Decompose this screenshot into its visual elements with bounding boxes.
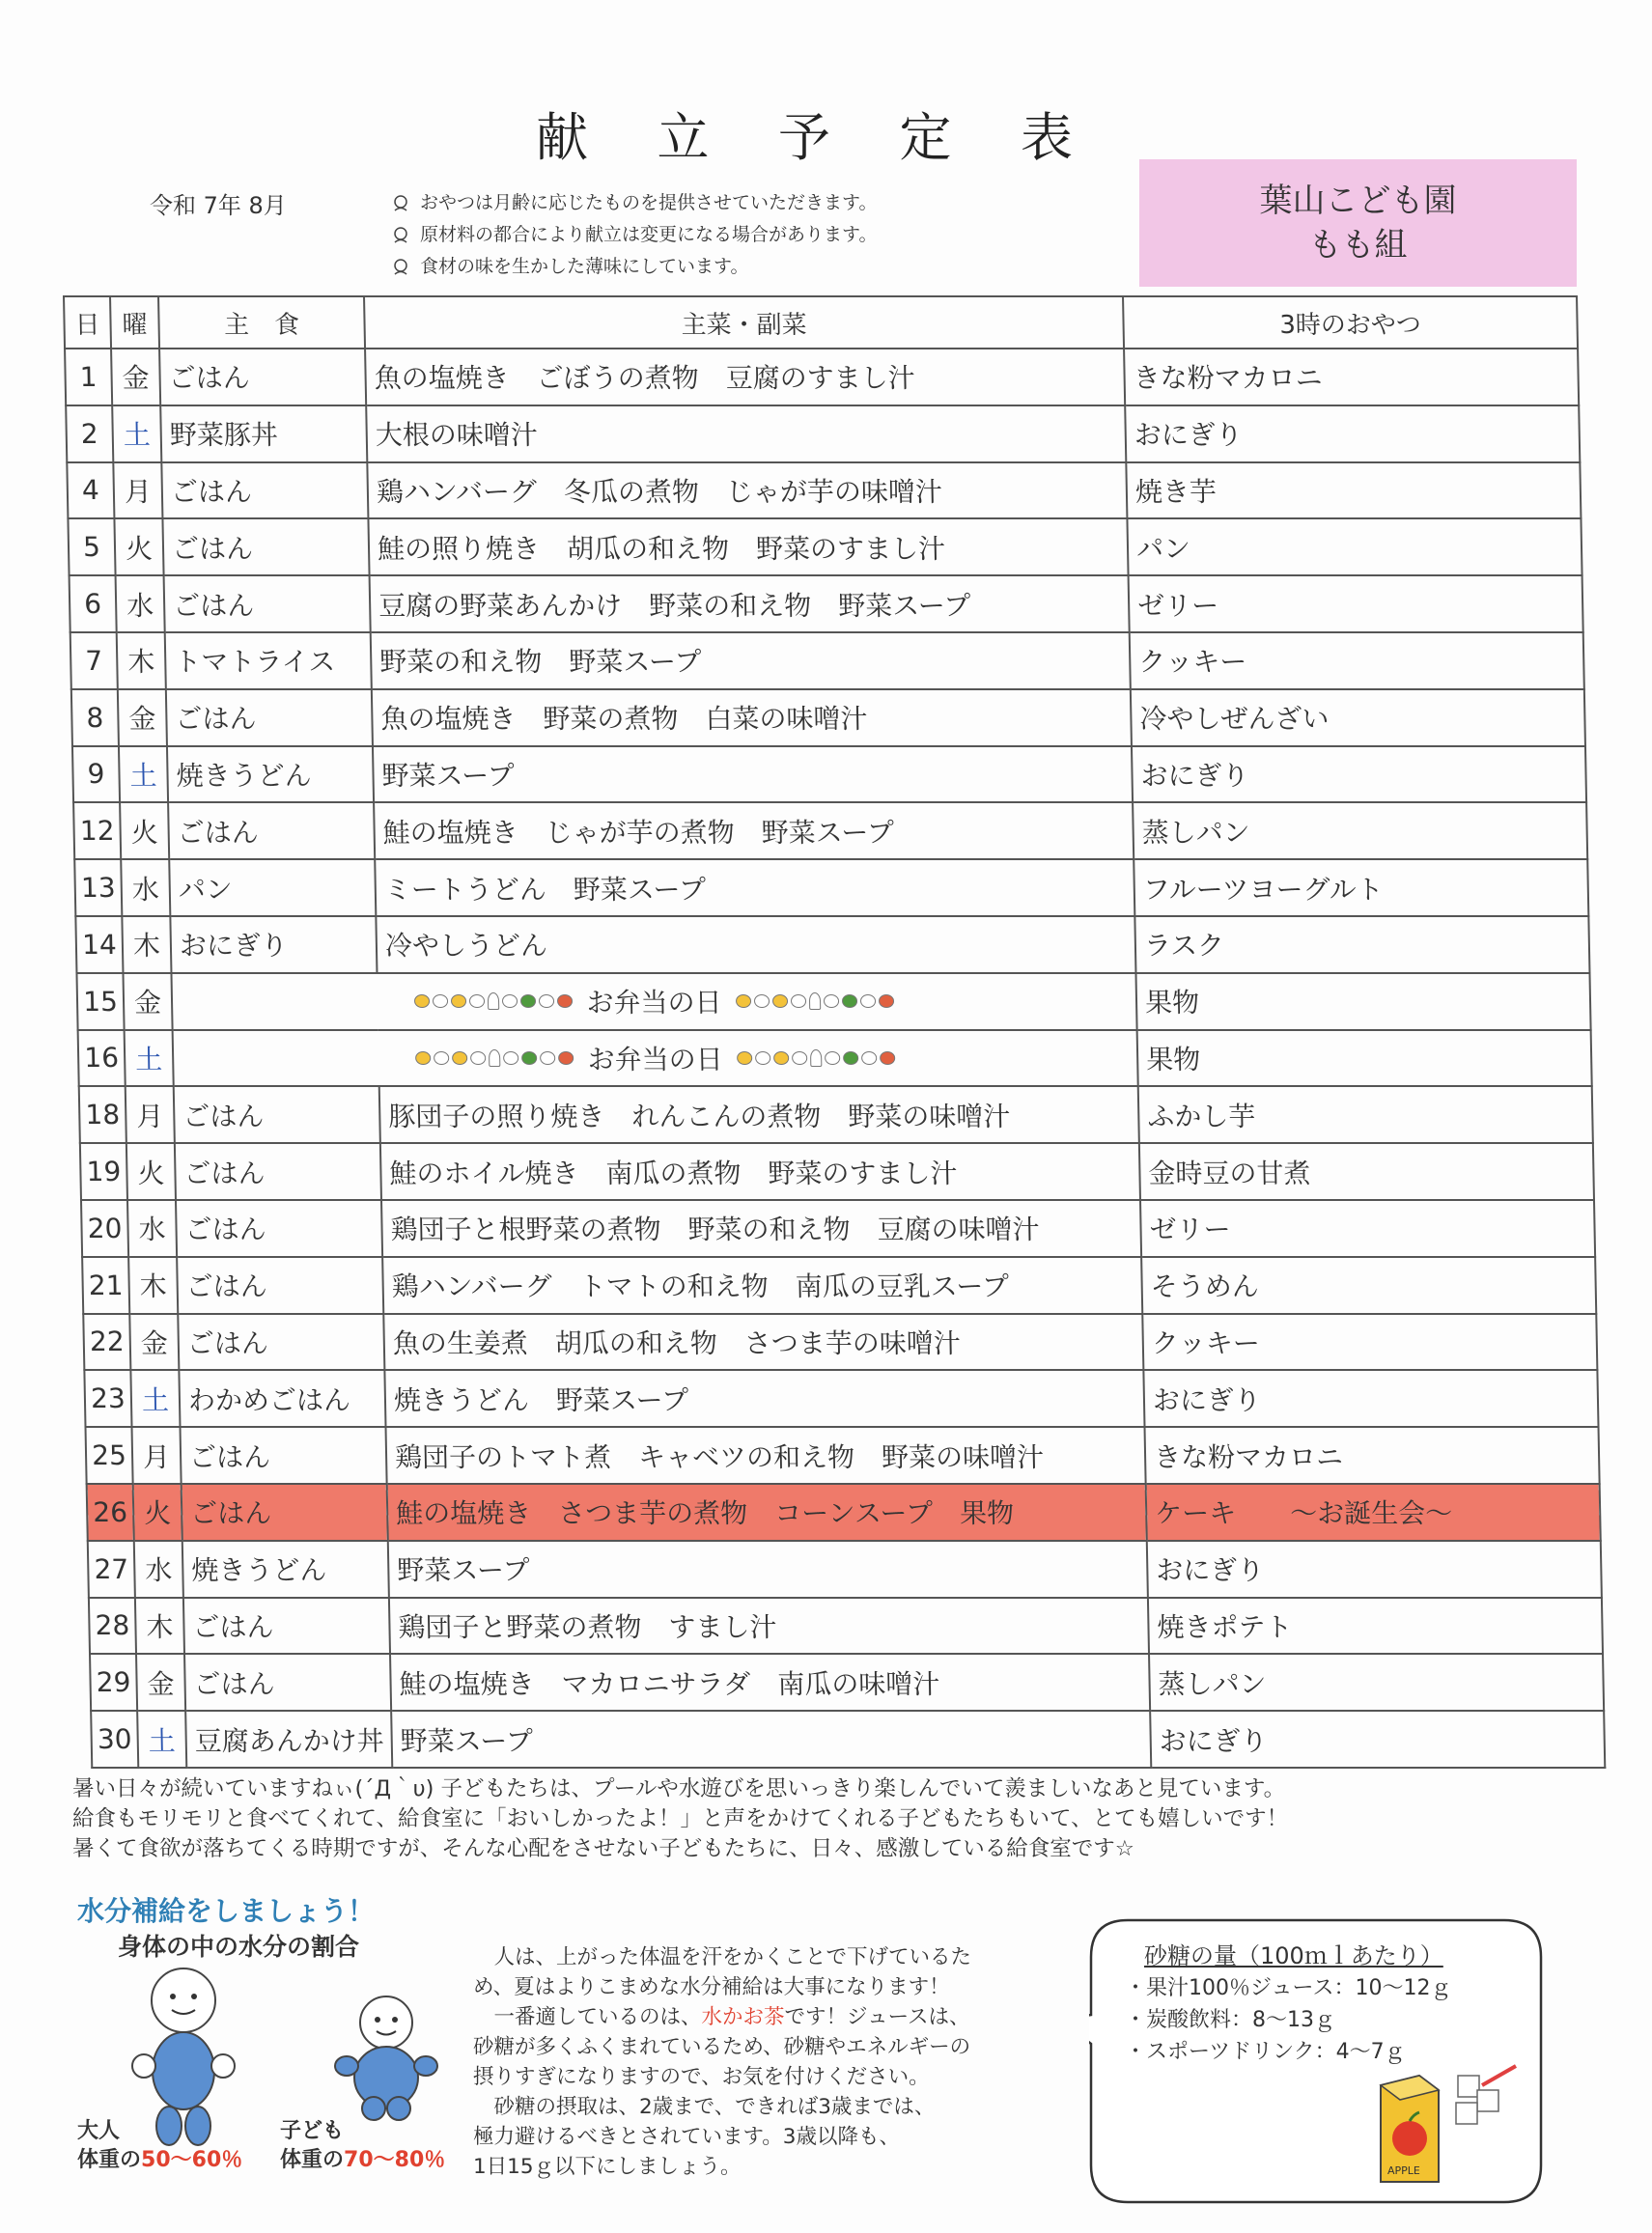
snack-cell: クッキー — [1130, 632, 1584, 689]
day-cell: 15 — [76, 973, 124, 1030]
food-icon — [520, 994, 536, 1008]
day-cell: 2 — [66, 405, 113, 462]
food-icon — [859, 994, 875, 1008]
explanation-line: 砂糖の摂取は、2歳まで、できれば3歳までは、 — [473, 2095, 936, 2119]
explanation-emphasis: 水かお茶 — [701, 2005, 785, 2029]
explanation-line: 人は、上がった体温を汗をかくことで下げているた — [473, 1945, 972, 1969]
note-text: 原材料の都合により献立は変更になる場合があります。 — [420, 224, 878, 245]
day-cell: 26 — [87, 1484, 134, 1541]
explanation-line — [473, 2002, 1043, 2032]
food-icon — [809, 1049, 821, 1067]
weekday-cell: 木 — [117, 632, 166, 689]
side-dishes-cell: 鶏団子と野菜の煮物 すまし汁 — [389, 1598, 1149, 1655]
child-ratio: 70～80％ — [344, 2148, 446, 2172]
snack-cell: おにぎり — [1150, 1711, 1605, 1768]
staple-cell: 野菜豚丼 — [160, 405, 367, 462]
bento-banner — [414, 982, 894, 1020]
food-icons — [735, 992, 893, 1010]
food-icon — [843, 1051, 858, 1065]
side-dishes-cell: 焼きうどん 野菜スープ — [384, 1370, 1144, 1427]
apple-juice-icon — [1361, 2056, 1526, 2191]
explanation-line: め、夏はよりこまめな水分補給は大事になります！ — [473, 1975, 950, 1999]
side-dishes-cell: 鮭の照り焼き 胡瓜の和え物 野菜のすまし汁 — [368, 518, 1128, 575]
snack-cell: ゼリー — [1140, 1200, 1595, 1257]
side-dishes-cell: 魚の生姜煮 胡瓜の和え物 さつま芋の味噌汁 — [383, 1314, 1143, 1371]
explanation-fragment: 一番適しているのは、 — [473, 2005, 702, 2029]
bento-day-cell — [173, 1030, 1138, 1087]
table-row — [84, 1370, 1598, 1427]
table-row — [66, 405, 1580, 462]
footer-line: 暑い日々が続いていますねぃ(´Д｀υ) 子どもたちは、プールや水遊びを思いっきり楽しんでいて羨ましいなあと見ています。 — [72, 1776, 1286, 1801]
food-icon — [755, 1051, 770, 1065]
staple-cell: ごはん — [174, 1086, 380, 1143]
menu-body — [65, 349, 1605, 1768]
snack-cell: 蒸しパン — [1133, 802, 1587, 859]
table-row — [76, 973, 1590, 1030]
table-row — [73, 802, 1587, 859]
bento-label: お弁当の日 — [587, 1043, 724, 1075]
staple-cell: ごはん — [175, 1143, 381, 1200]
weekday-cell: 金 — [118, 689, 167, 746]
food-icon — [841, 994, 856, 1008]
weekday-cell: 土 — [119, 746, 168, 803]
footer-line: 暑くて食欲が落ちてくる時期ですが、そんな心配をさせない子どもたちに、日々、感激している給食室です☆ — [72, 1836, 1134, 1861]
table-row — [87, 1484, 1601, 1541]
snack-cell: おにぎり — [1143, 1370, 1598, 1427]
staple-cell: ごはん — [183, 1598, 390, 1655]
bento-banner — [415, 1039, 895, 1077]
weekday-cell: 土 — [130, 1370, 180, 1427]
day-cell: 4 — [67, 462, 114, 519]
side-dishes-cell: 鶏団子と根野菜の煮物 野菜の和え物 豆腐の味噌汁 — [381, 1200, 1141, 1257]
day-cell: 9 — [72, 746, 120, 803]
sugar-info — [1125, 1940, 1451, 2068]
food-icon — [453, 1051, 468, 1065]
table-row — [82, 1257, 1596, 1314]
staple-cell: ごはん — [184, 1654, 391, 1711]
note-item — [391, 251, 877, 283]
snack-cell: おにぎり — [1125, 405, 1580, 462]
bento-label: お弁当の日 — [586, 987, 722, 1019]
snack-cell: おにぎり — [1147, 1541, 1602, 1598]
food-icon — [808, 992, 820, 1010]
staple-cell: ごはん — [177, 1257, 383, 1314]
bento-day-cell — [171, 973, 1136, 1030]
food-icons — [414, 992, 573, 1010]
food-icon — [451, 994, 466, 1008]
page-title — [536, 97, 1077, 171]
sugar-item: ・スポーツドリンク：4～7ｇ — [1125, 2040, 1406, 2064]
day-cell: 13 — [74, 859, 122, 916]
staple-cell: トマトライス — [165, 632, 372, 689]
food-icon — [825, 1051, 840, 1065]
staple-cell: ごはん — [161, 462, 368, 519]
weekday-cell: 土 — [112, 405, 161, 462]
header-day: 日 — [64, 296, 111, 349]
weekday-cell: 金 — [136, 1654, 185, 1711]
food-icon — [539, 994, 554, 1008]
hydration-explanation — [473, 1942, 1043, 2182]
explanation-line: 極力避けるべきとされています。3歳以降も、 — [473, 2125, 900, 2149]
food-icon — [878, 994, 893, 1008]
title-char: 予 — [778, 107, 834, 168]
table-row — [81, 1200, 1595, 1257]
weekday-cell: 火 — [120, 802, 169, 859]
weekday-cell: 木 — [122, 916, 171, 973]
day-cell: 14 — [75, 916, 123, 973]
weekday-cell: 水 — [127, 1200, 177, 1257]
header-main: 主 食 — [158, 296, 365, 349]
day-cell: 1 — [65, 349, 112, 405]
explanation-line: 1日15ｇ以下にしましょう。 — [473, 2155, 742, 2179]
explanation-fragment: です！ジュースは、 — [784, 2005, 970, 2029]
day-cell: 25 — [86, 1427, 133, 1484]
snack-cell: フルーツヨーグルト — [1134, 859, 1588, 916]
table-row — [70, 632, 1584, 689]
table-row — [75, 916, 1589, 973]
food-icon — [469, 994, 485, 1008]
note-item — [391, 187, 877, 219]
weekday-cell: 金 — [123, 973, 172, 1030]
side-dishes-cell: 鮭の塩焼き じゃが芋の煮物 野菜スープ — [374, 802, 1134, 859]
side-dishes-cell: 大根の味噌汁 — [366, 405, 1126, 462]
footer-message — [72, 1774, 1288, 1864]
side-dishes-cell: 鶏ハンバーグ トマトの和え物 南瓜の豆乳スープ — [382, 1257, 1142, 1314]
food-icon — [489, 1049, 500, 1067]
weekday-cell: 火 — [114, 518, 163, 575]
food-icon — [541, 1051, 556, 1065]
school-box — [1139, 159, 1577, 287]
day-cell: 28 — [89, 1598, 136, 1655]
child-ratio-prefix: 体重の — [280, 2148, 345, 2172]
snack-cell: 焼き芋 — [1126, 462, 1581, 519]
side-dishes-cell: 冷やしうどん — [376, 916, 1135, 973]
snack-cell: ケーキ ～お誕生会～ — [1146, 1484, 1601, 1541]
sugar-title: 砂糖の量（100ｍｌあたり） — [1144, 1942, 1443, 1969]
side-dishes-cell: 鶏ハンバーグ 冬瓜の煮物 じゃが芋の味噌汁 — [367, 462, 1127, 519]
staple-cell: 豆腐あんかけ丼 — [185, 1711, 392, 1768]
weekday-cell: 月 — [113, 462, 162, 519]
child-ratio-line — [280, 2146, 445, 2175]
snack-cell: おにぎり — [1132, 746, 1586, 803]
side-dishes-cell: 野菜の和え物 野菜スープ — [371, 632, 1131, 689]
food-icon — [559, 1051, 574, 1065]
title-char: 立 — [657, 107, 714, 168]
weekday-cell: 水 — [121, 859, 170, 916]
staple-cell: ごはん — [166, 689, 373, 746]
snack-cell: きな粉マカロニ — [1145, 1427, 1600, 1484]
day-cell: 23 — [84, 1370, 131, 1427]
staple-cell: ごはん — [164, 575, 371, 632]
side-dishes-cell: 野菜スープ — [388, 1541, 1148, 1598]
flower-icon — [391, 226, 410, 245]
table-row — [79, 1086, 1593, 1143]
note-text: おやつは月齢に応じたものを提供させていただきます。 — [420, 192, 878, 213]
weekday-cell: 火 — [133, 1484, 182, 1541]
staple-cell: ごはん — [159, 349, 366, 405]
snack-cell: ふかし芋 — [1138, 1086, 1593, 1143]
table-row — [90, 1654, 1604, 1711]
note-item — [391, 219, 877, 251]
table-row — [74, 859, 1588, 916]
food-icon — [880, 1051, 895, 1065]
weekday-cell: 木 — [128, 1257, 178, 1314]
food-icon — [771, 994, 787, 1008]
day-cell: 7 — [70, 632, 118, 689]
snack-cell: 冷やしぜんざい — [1131, 689, 1585, 746]
side-dishes-cell: 豆腐の野菜あんかけ 野菜の和え物 野菜スープ — [370, 575, 1130, 632]
food-icon — [861, 1051, 877, 1065]
snack-cell: ゼリー — [1129, 575, 1583, 632]
day-cell: 21 — [82, 1257, 129, 1314]
sugar-item: ・果汁100％ジュース：10～12ｇ — [1125, 1976, 1452, 2000]
table-row — [89, 1598, 1603, 1655]
weekday-cell: 木 — [135, 1598, 184, 1655]
day-cell: 22 — [83, 1314, 130, 1371]
side-dishes-cell: 野菜スープ — [391, 1711, 1151, 1768]
adult-ratio-prefix: 体重の — [77, 2148, 142, 2172]
food-icon — [433, 994, 448, 1008]
weekday-cell: 水 — [116, 575, 165, 632]
table-row — [65, 349, 1579, 405]
side-dishes-cell: ミートうどん 野菜スープ — [375, 859, 1134, 916]
table-row — [86, 1427, 1600, 1484]
side-dishes-cell: 鮭の塩焼き さつま芋の煮物 コーンスープ 果物 — [387, 1484, 1147, 1541]
flower-icon — [391, 194, 410, 213]
snack-cell: そうめん — [1141, 1257, 1596, 1314]
staple-cell: パン — [169, 859, 376, 916]
food-icon — [434, 1051, 450, 1065]
weekday-cell: 水 — [134, 1541, 183, 1598]
title-char: 献 — [536, 107, 592, 168]
day-cell: 8 — [71, 689, 119, 746]
apple-label: APPLE — [1387, 2164, 1420, 2177]
hydration-subtitle: 身体の中の水分の割合 — [118, 1933, 360, 1961]
header-snack: 3時のおやつ — [1123, 296, 1578, 349]
day-cell: 27 — [88, 1541, 135, 1598]
snack-cell: ラスク — [1134, 916, 1589, 973]
day-cell: 29 — [90, 1654, 137, 1711]
sugar-item: ・炭酸飲料：8～13ｇ — [1125, 2008, 1335, 2032]
flower-icon — [391, 258, 410, 277]
school-name: 葉山こども園 — [1259, 181, 1457, 220]
food-icon — [735, 994, 750, 1008]
table-row — [83, 1314, 1597, 1371]
day-cell: 6 — [70, 575, 117, 632]
staple-cell: 焼きうどん — [167, 746, 374, 803]
staple-cell: ごはん — [178, 1314, 384, 1371]
day-cell: 30 — [91, 1711, 138, 1768]
footer-line: 給食もモリモリと食べてくれて、給食室に「おいしかったよ！」と声をかけてくれる子どもたちもいて、とても嬉しいです！ — [72, 1806, 1289, 1831]
day-cell: 19 — [80, 1143, 127, 1200]
day-cell: 18 — [79, 1086, 126, 1143]
weekday-cell: 土 — [137, 1711, 186, 1768]
weekday-cell: 月 — [126, 1086, 175, 1143]
food-icon — [488, 992, 499, 1010]
staple-cell: ごはん — [182, 1484, 388, 1541]
hydration-title: 水分補給をしましょう！ — [77, 1895, 376, 1927]
adult-ratio: 50～60％ — [141, 2148, 243, 2172]
side-dishes-cell: 魚の塩焼き ごぼうの煮物 豆腐のすまし汁 — [365, 349, 1125, 405]
food-icon — [823, 994, 838, 1008]
day-cell: 5 — [68, 518, 115, 575]
side-dishes-cell: 鮭のホイル焼き 南瓜の煮物 野菜のすまし汁 — [380, 1143, 1140, 1200]
food-icon — [522, 1051, 538, 1065]
food-icon — [471, 1051, 487, 1065]
side-dishes-cell: 魚の塩焼き 野菜の煮物 白菜の味噌汁 — [372, 689, 1132, 746]
notes-list — [391, 187, 877, 283]
weekday-cell: 火 — [126, 1143, 176, 1200]
title-char: 表 — [1021, 107, 1077, 168]
food-icon — [416, 1051, 432, 1065]
note-text: 食材の味を生かした薄味にしています。 — [420, 256, 749, 277]
food-icon — [502, 994, 518, 1008]
weekday-cell: 土 — [125, 1030, 174, 1087]
day-cell: 20 — [81, 1200, 128, 1257]
food-icon — [557, 994, 573, 1008]
snack-cell: パン — [1127, 518, 1582, 575]
child-title: 子ども — [280, 2119, 345, 2143]
staple-cell: おにぎり — [170, 916, 377, 973]
title-char: 定 — [899, 107, 956, 168]
food-icons — [415, 1049, 574, 1067]
staple-cell: ごはん — [168, 802, 375, 859]
snack-cell: 蒸しパン — [1149, 1654, 1604, 1711]
food-icon — [737, 1051, 752, 1065]
snack-cell: 果物 — [1135, 973, 1590, 1030]
table-row — [72, 746, 1586, 803]
day-cell: 12 — [73, 802, 121, 859]
food-icon — [414, 994, 430, 1008]
weekday-cell: 金 — [129, 1314, 179, 1371]
snack-cell: きな粉マカロニ — [1124, 349, 1579, 405]
snack-cell: 焼きポテト — [1148, 1598, 1603, 1655]
side-dishes-cell: 豚団子の照り焼き れんこんの煮物 野菜の味噌汁 — [379, 1086, 1139, 1143]
adult-label — [77, 2117, 242, 2175]
snack-cell: 果物 — [1137, 1030, 1592, 1087]
table-row — [67, 462, 1581, 519]
weekday-cell: 月 — [132, 1427, 182, 1484]
header-dow: 曜 — [110, 296, 159, 349]
table-row — [71, 689, 1585, 746]
adult-ratio-line — [77, 2146, 242, 2175]
day-cell: 16 — [78, 1030, 126, 1087]
snack-cell: クッキー — [1142, 1314, 1597, 1371]
child-water-figure — [333, 1989, 439, 2124]
snack-cell: 金時豆の甘煮 — [1139, 1143, 1594, 1200]
food-icon — [753, 994, 769, 1008]
food-icon — [792, 1051, 807, 1065]
weekday-cell: 金 — [111, 349, 160, 405]
table-row — [70, 575, 1583, 632]
side-dishes-cell: 鶏団子のトマト煮 キャベツの和え物 野菜の味噌汁 — [386, 1427, 1146, 1484]
staple-cell: わかめごはん — [179, 1370, 385, 1427]
menu-date: 令和 7年 8月 — [150, 192, 287, 219]
table-row — [91, 1711, 1605, 1768]
staple-cell: ごはん — [181, 1427, 387, 1484]
table-row — [88, 1541, 1602, 1598]
food-icons — [736, 1049, 894, 1067]
adult-title: 大人 — [77, 2119, 121, 2143]
staple-cell: ごはん — [176, 1200, 382, 1257]
class-name: もも組 — [1308, 226, 1408, 265]
food-icon — [790, 994, 805, 1008]
table-row — [80, 1143, 1594, 1200]
table-row — [78, 1030, 1592, 1087]
child-label — [280, 2117, 445, 2175]
food-icon — [504, 1051, 519, 1065]
side-dishes-cell: 野菜スープ — [373, 746, 1133, 803]
staple-cell: ごはん — [162, 518, 369, 575]
staple-cell: 焼きうどん — [182, 1541, 389, 1598]
header-side: 主菜・副菜 — [364, 296, 1124, 349]
table-row — [68, 518, 1582, 575]
food-icon — [773, 1051, 789, 1065]
explanation-line: 砂糖が多くふくまれているため、砂糖やエネルギーの — [473, 2035, 971, 2059]
table-header-row — [64, 296, 1578, 349]
menu-table — [63, 295, 1606, 1769]
explanation-line: 摂りすぎになりますので、お気を付けください。 — [473, 2065, 930, 2089]
side-dishes-cell: 鮭の塩焼き マカロニサラダ 南瓜の味噌汁 — [390, 1654, 1150, 1711]
